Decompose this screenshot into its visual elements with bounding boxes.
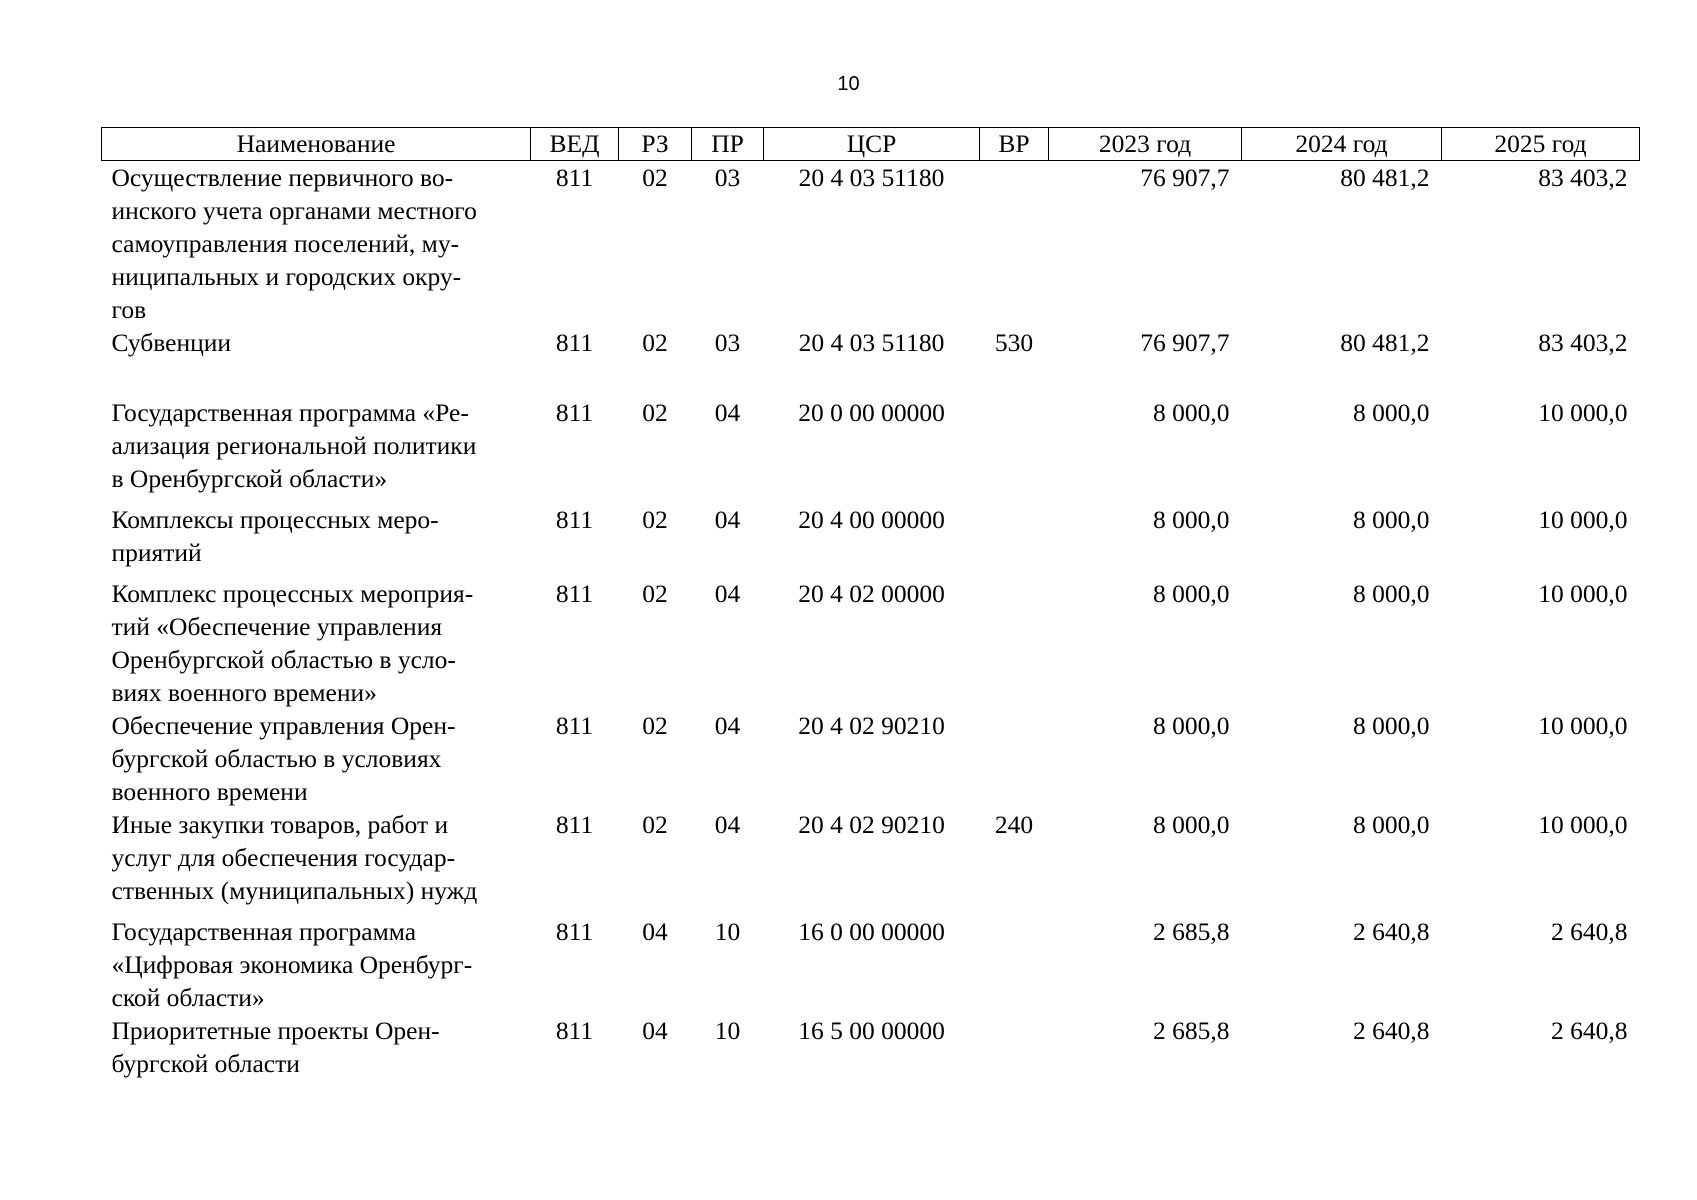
- cell-name: [102, 569, 531, 709]
- header-name: Наименование: [102, 128, 531, 161]
- cell-csr: 20 4 03 51180: [798, 328, 945, 357]
- header-pr: ПР: [692, 128, 764, 161]
- header-2025: 2025 год: [1442, 128, 1640, 161]
- cell-ved: 811: [555, 917, 594, 946]
- cell-pr: 04: [714, 810, 741, 839]
- cell-y2024: 8 000,0: [1353, 810, 1430, 839]
- cell-y2025: 83 403,2: [1538, 328, 1628, 357]
- cell-pr: 10: [714, 1016, 741, 1045]
- name-line: инского учета органами местного: [111, 196, 477, 225]
- name-line: виях военного времени»: [111, 678, 377, 707]
- cell-pr: 03: [714, 163, 741, 192]
- cell-y2025: 2 640,8: [1551, 1016, 1628, 1045]
- name-line: ниципальных и городских окру-: [111, 262, 462, 291]
- cell-y2025: 10 000,0: [1538, 711, 1628, 740]
- cell-csr: 20 4 00 00000: [798, 505, 945, 534]
- cell-y2025: 10 000,0: [1538, 398, 1628, 427]
- name-line: ализация региональной политики: [111, 431, 477, 460]
- header-2024: 2024 год: [1242, 128, 1442, 161]
- cell-ved: 811: [555, 398, 594, 427]
- table-row: [102, 326, 1640, 359]
- cell-y2025: 2 640,8: [1551, 917, 1628, 946]
- cell-y2023: 2 685,8: [1153, 917, 1230, 946]
- cell-name: [102, 1014, 531, 1080]
- name-line: Оренбургской областью в усло-: [111, 645, 456, 674]
- name-line: Субвенции: [111, 328, 232, 357]
- cell-csr: 20 4 03 51180: [798, 163, 945, 192]
- cell-csr: 20 4 02 90210: [798, 810, 945, 839]
- cell-csr: 16 5 00 00000: [798, 1016, 945, 1045]
- cell-y2024: 2 640,8: [1353, 917, 1430, 946]
- cell-y2025: 10 000,0: [1538, 505, 1628, 534]
- cell-y2024: 8 000,0: [1353, 711, 1430, 740]
- cell-csr: 20 4 02 90210: [798, 711, 945, 740]
- name-line: военного времени: [111, 777, 308, 806]
- cell-rz: 04: [642, 1016, 668, 1045]
- cell-ved: 811: [555, 505, 594, 534]
- cell-y2023: 2 685,8: [1153, 1016, 1230, 1045]
- cell-rz: 02: [642, 328, 668, 357]
- cell-csr: 16 0 00 00000: [798, 917, 945, 946]
- cell-pr: 03: [714, 328, 741, 357]
- name-line: в Оренбургской области»: [111, 464, 388, 493]
- name-line: самоуправления поселений, му-: [111, 229, 460, 258]
- name-line: «Цифровая экономика Оренбург-: [111, 950, 473, 979]
- cell-vr: [980, 161, 1049, 327]
- name-line: ской области»: [111, 983, 265, 1012]
- cell-name: [102, 326, 531, 359]
- name-line: бургской областью в условиях: [111, 744, 442, 773]
- cell-rz: 02: [642, 398, 668, 427]
- cell-y2025: 10 000,0: [1538, 810, 1628, 839]
- cell-vr: [980, 709, 1049, 808]
- cell-name: [102, 808, 531, 907]
- cell-y2023: 8 000,0: [1153, 579, 1230, 608]
- cell-ved: 811: [555, 711, 594, 740]
- cell-vr: [980, 907, 1049, 1014]
- cell-y2025: 83 403,2: [1538, 163, 1628, 192]
- name-line: Комплексы процессных меро-: [111, 505, 439, 534]
- header-vr: ВР: [980, 128, 1049, 161]
- cell-name: [102, 161, 531, 327]
- cell-name: [102, 359, 531, 495]
- name-line: Комплекс процессных мероприя-: [111, 579, 474, 608]
- cell-vr: [980, 359, 1049, 495]
- cell-pr: 04: [714, 398, 741, 427]
- cell-vr: [980, 495, 1049, 569]
- name-line: Иные закупки товаров, работ и: [111, 810, 449, 839]
- name-line: гов: [111, 295, 147, 324]
- cell-pr: 04: [714, 579, 741, 608]
- cell-y2024: 80 481,2: [1340, 328, 1430, 357]
- name-line: тий «Обеспечение управления: [111, 612, 443, 641]
- table-row: [102, 359, 1640, 495]
- name-line: Государственная программа «Ре-: [111, 398, 469, 427]
- cell-y2024: 2 640,8: [1353, 1016, 1430, 1045]
- name-line: Осуществление первичного во-: [111, 163, 454, 192]
- cell-ved: 811: [555, 579, 594, 608]
- cell-y2023: 76 907,7: [1140, 163, 1230, 192]
- header-ved: ВЕД: [531, 128, 619, 161]
- table-row: [102, 569, 1640, 709]
- cell-name: [102, 907, 531, 1014]
- cell-y2023: 8 000,0: [1153, 711, 1230, 740]
- cell-name: [102, 495, 531, 569]
- cell-csr: 20 4 02 00000: [798, 579, 945, 608]
- cell-csr: 20 0 00 00000: [798, 398, 945, 427]
- cell-y2024: 8 000,0: [1353, 398, 1430, 427]
- header-2023: 2023 год: [1049, 128, 1242, 161]
- cell-pr: 04: [714, 711, 741, 740]
- cell-rz: 02: [642, 810, 668, 839]
- name-line: приятий: [111, 538, 202, 567]
- cell-y2024: 80 481,2: [1340, 163, 1430, 192]
- page-number: 10: [837, 73, 860, 95]
- cell-name: [102, 709, 531, 808]
- cell-ved: 811: [555, 328, 594, 357]
- table-row: [102, 808, 1640, 907]
- table-row: [102, 161, 1640, 327]
- table-row: [102, 907, 1640, 1014]
- table-body: [102, 161, 1640, 1081]
- cell-vr: 240: [994, 810, 1034, 839]
- cell-rz: 02: [642, 579, 668, 608]
- cell-rz: 04: [642, 917, 668, 946]
- budget-table: [101, 127, 1640, 1080]
- name-line: бургской области: [111, 1049, 300, 1078]
- name-line: Приоритетные проекты Орен-: [111, 1016, 440, 1045]
- cell-pr: 04: [714, 505, 741, 534]
- cell-y2023: 8 000,0: [1153, 505, 1230, 534]
- name-line: Обеспечение управления Орен-: [111, 711, 456, 740]
- table-row: [102, 495, 1640, 569]
- cell-y2025: 10 000,0: [1538, 579, 1628, 608]
- name-line: ственных (муниципальных) нужд: [111, 876, 478, 905]
- cell-vr: [980, 1014, 1049, 1080]
- cell-ved: 811: [555, 810, 594, 839]
- cell-ved: 811: [555, 1016, 594, 1045]
- cell-y2024: 8 000,0: [1353, 579, 1430, 608]
- name-line: Государственная программа: [111, 917, 417, 946]
- cell-y2023: 76 907,7: [1140, 328, 1230, 357]
- cell-y2023: 8 000,0: [1153, 810, 1230, 839]
- table-row: [102, 709, 1640, 808]
- cell-vr: 530: [994, 328, 1034, 357]
- table-row: [102, 1014, 1640, 1080]
- cell-rz: 02: [642, 505, 668, 534]
- table-header-row: [102, 128, 1640, 161]
- cell-rz: 02: [642, 711, 668, 740]
- cell-pr: 10: [714, 917, 741, 946]
- cell-ved: 811: [555, 163, 594, 192]
- cell-vr: [980, 569, 1049, 709]
- cell-y2024: 8 000,0: [1353, 505, 1430, 534]
- name-line: услуг для обеспечения государ-: [111, 843, 456, 872]
- header-csr: ЦСР: [764, 128, 980, 161]
- cell-rz: 02: [642, 163, 668, 192]
- header-rz: РЗ: [619, 128, 692, 161]
- cell-y2023: 8 000,0: [1153, 398, 1230, 427]
